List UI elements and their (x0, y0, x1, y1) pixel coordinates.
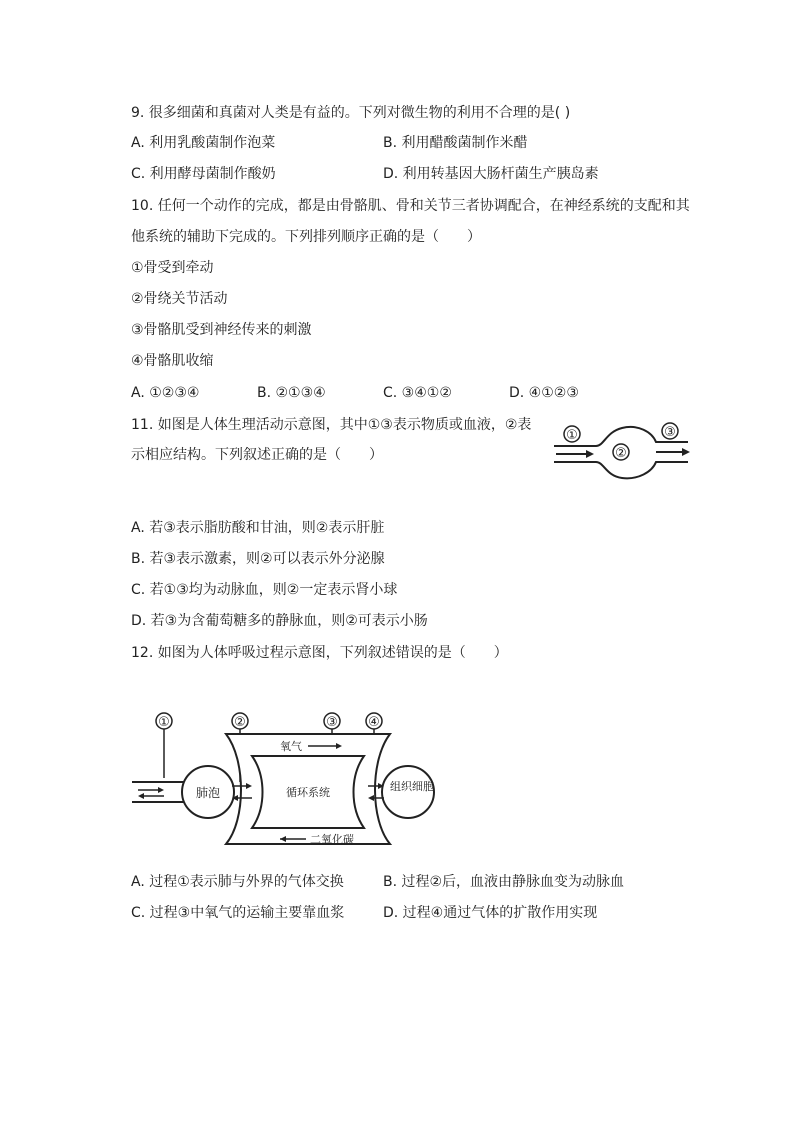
q9-option-a: A. 利用乳酸菌制作泡菜 (131, 135, 276, 151)
q11-option-c: C. 若①③均为动脉血，则②一定表示肾小球 (131, 582, 398, 598)
q10-item-2: ②骨绕关节活动 (131, 291, 228, 307)
q11-label-3: ③ (664, 425, 676, 440)
q12-label-3: ③ (326, 715, 338, 730)
q12-stem: 12. 如图为人体呼吸过程示意图，下列叙述错误的是（ ） (131, 645, 508, 661)
q11-option-a: A. 若③表示脂肪酸和甘油，则②表示肝脏 (131, 520, 385, 536)
q11-option-d: D. 若③为含葡萄糖多的静脉血，则②可表示小肠 (131, 613, 428, 629)
q10-item-4: ④骨骼肌收缩 (131, 353, 214, 369)
q11-label-1: ① (566, 428, 578, 443)
q11-diagram (552, 418, 702, 488)
q10-option-a: A. ①②③④ (131, 385, 200, 401)
q12-tissue-label: 组织细胞 (390, 780, 434, 793)
q11-arrow-out-head (682, 448, 690, 456)
q12-oxygen-label: 氧气 (280, 740, 302, 753)
q9-option-d: D. 利用转基因大肠杆菌生产胰岛素 (383, 166, 599, 182)
q10-option-d: D. ④①②③ (509, 385, 579, 401)
q11-label-2: ② (615, 446, 627, 461)
q12-alveolus-label: 肺泡 (195, 786, 221, 800)
q10-option-b: B. ②①③④ (257, 385, 326, 401)
q11-arrow-in-head (586, 450, 594, 458)
q10-item-1: ①骨受到牵动 (131, 260, 214, 276)
q12-option-c: C. 过程③中氧气的运输主要靠血浆 (131, 905, 345, 921)
q12-co2-label: 二氧化碳 (310, 833, 354, 846)
q12-option-b: B. 过程②后，血液由静脉血变为动脉血 (383, 874, 625, 890)
q9-option-c: C. 利用酵母菌制作酸奶 (131, 166, 276, 182)
q12-circulation-label: 循环系统 (286, 786, 330, 799)
q11-stem-line2: 示相应结构。下列叙述正确的是（ ） (131, 447, 383, 463)
q10-stem-line2: 他系统的辅助下完成的。下列排列顺序正确的是（ ） (131, 229, 481, 245)
q12-label-2: ② (234, 715, 246, 730)
q10-option-c: C. ③④①② (383, 385, 452, 401)
q12-label-4: ④ (368, 715, 380, 730)
q9-stem: 9. 很多细菌和真菌对人类是有益的。下列对微生物的利用不合理的是( ) (131, 105, 571, 121)
q10-item-3: ③骨骼肌受到神经传来的刺激 (131, 322, 312, 338)
q12-option-a: A. 过程①表示肺与外界的气体交换 (131, 874, 344, 890)
q12-label-1: ① (158, 715, 170, 730)
q11-option-b: B. 若③表示激素，则②可以表示外分泌腺 (131, 551, 385, 567)
q11-stem-line1: 11. 如图是人体生理活动示意图，其中①③表示物质或血液，②表 (131, 417, 532, 433)
q9-option-b: B. 利用醋酸菌制作米醋 (383, 135, 528, 151)
q10-stem-line1: 10. 任何一个动作的完成，都是由骨骼肌、骨和关节三者协调配合，在神经系统的支配和其 (131, 198, 690, 214)
q12-diagram (128, 710, 448, 860)
q12-option-d: D. 过程④通过气体的扩散作用实现 (383, 905, 598, 921)
